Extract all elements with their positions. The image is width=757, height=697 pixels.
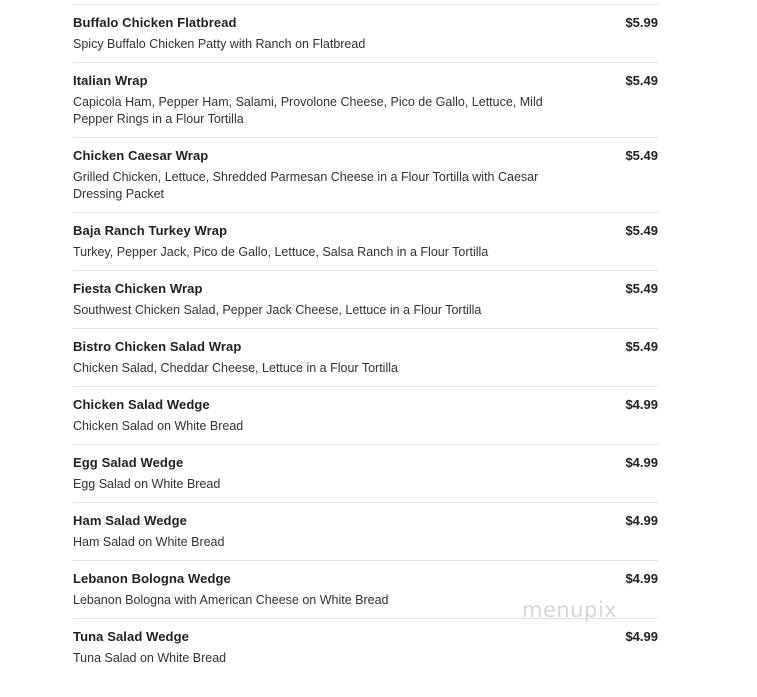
menu-item [73, 63, 658, 138]
item-price: $4.99 [625, 455, 658, 470]
menu-item [73, 387, 658, 445]
item-name: Chicken Salad Wedge [73, 397, 210, 412]
item-name: Bistro Chicken Salad Wrap [73, 339, 242, 354]
menu-item [73, 619, 658, 676]
menu-item [73, 503, 658, 561]
item-description: Lebanon Bologna with American Cheese on White Bread [73, 593, 389, 607]
item-description: Egg Salad on White Bread [73, 477, 221, 491]
item-price: $4.99 [625, 397, 658, 412]
item-description: Chicken Salad, Cheddar Cheese, Lettuce in a Flour Tortilla [73, 361, 398, 375]
item-description: Tuna Salad on White Bread [73, 651, 227, 665]
menu-list [73, 4, 658, 676]
menu-item [73, 271, 658, 329]
item-price: $5.49 [625, 148, 658, 163]
item-name: Lebanon Bologna Wedge [73, 571, 231, 586]
item-description: Grilled Chicken, Lettuce, Shredded Parmesan Cheese in a Flour Tortilla with Caesar Dressing Packet [73, 170, 539, 201]
item-description: Spicy Buffalo Chicken Patty with Ranch on Flatbread [73, 37, 366, 51]
item-description: Chicken Salad on White Bread [73, 419, 244, 433]
item-name: Fiesta Chicken Wrap [73, 281, 203, 296]
item-name: Buffalo Chicken Flatbread [73, 15, 237, 30]
item-name: Egg Salad Wedge [73, 455, 184, 470]
item-price: $5.49 [625, 223, 658, 238]
watermark-logo: menupix [522, 598, 618, 622]
item-price: $4.99 [625, 513, 658, 528]
item-description: Ham Salad on White Bread [73, 535, 225, 549]
item-description: Southwest Chicken Salad, Pepper Jack Cheese, Lettuce in a Flour Tortilla [73, 303, 482, 317]
menu-item [73, 445, 658, 503]
menu-item [73, 329, 658, 387]
item-name: Ham Salad Wedge [73, 513, 187, 528]
item-price: $4.99 [625, 571, 658, 586]
menu-item [73, 5, 658, 63]
item-price: $5.49 [625, 339, 658, 354]
item-name: Tuna Salad Wedge [73, 629, 189, 644]
item-name: Chicken Caesar Wrap [73, 148, 209, 163]
menu-item [73, 138, 658, 213]
item-price: $5.49 [625, 281, 658, 296]
item-price: $4.99 [625, 629, 658, 644]
item-price: $5.99 [625, 15, 658, 30]
item-description: Capicola Ham, Pepper Ham, Salami, Provolone Cheese, Pico de Gallo, Lettuce, Mild Pepper Rings in a Flour Tortilla [73, 95, 543, 126]
item-name: Baja Ranch Turkey Wrap [73, 223, 228, 238]
item-name: Italian Wrap [73, 73, 148, 88]
menu-item [73, 213, 658, 271]
item-price: $5.49 [625, 73, 658, 88]
item-description: Turkey, Pepper Jack, Pico de Gallo, Lettuce, Salsa Ranch in a Flour Tortilla [73, 245, 489, 259]
